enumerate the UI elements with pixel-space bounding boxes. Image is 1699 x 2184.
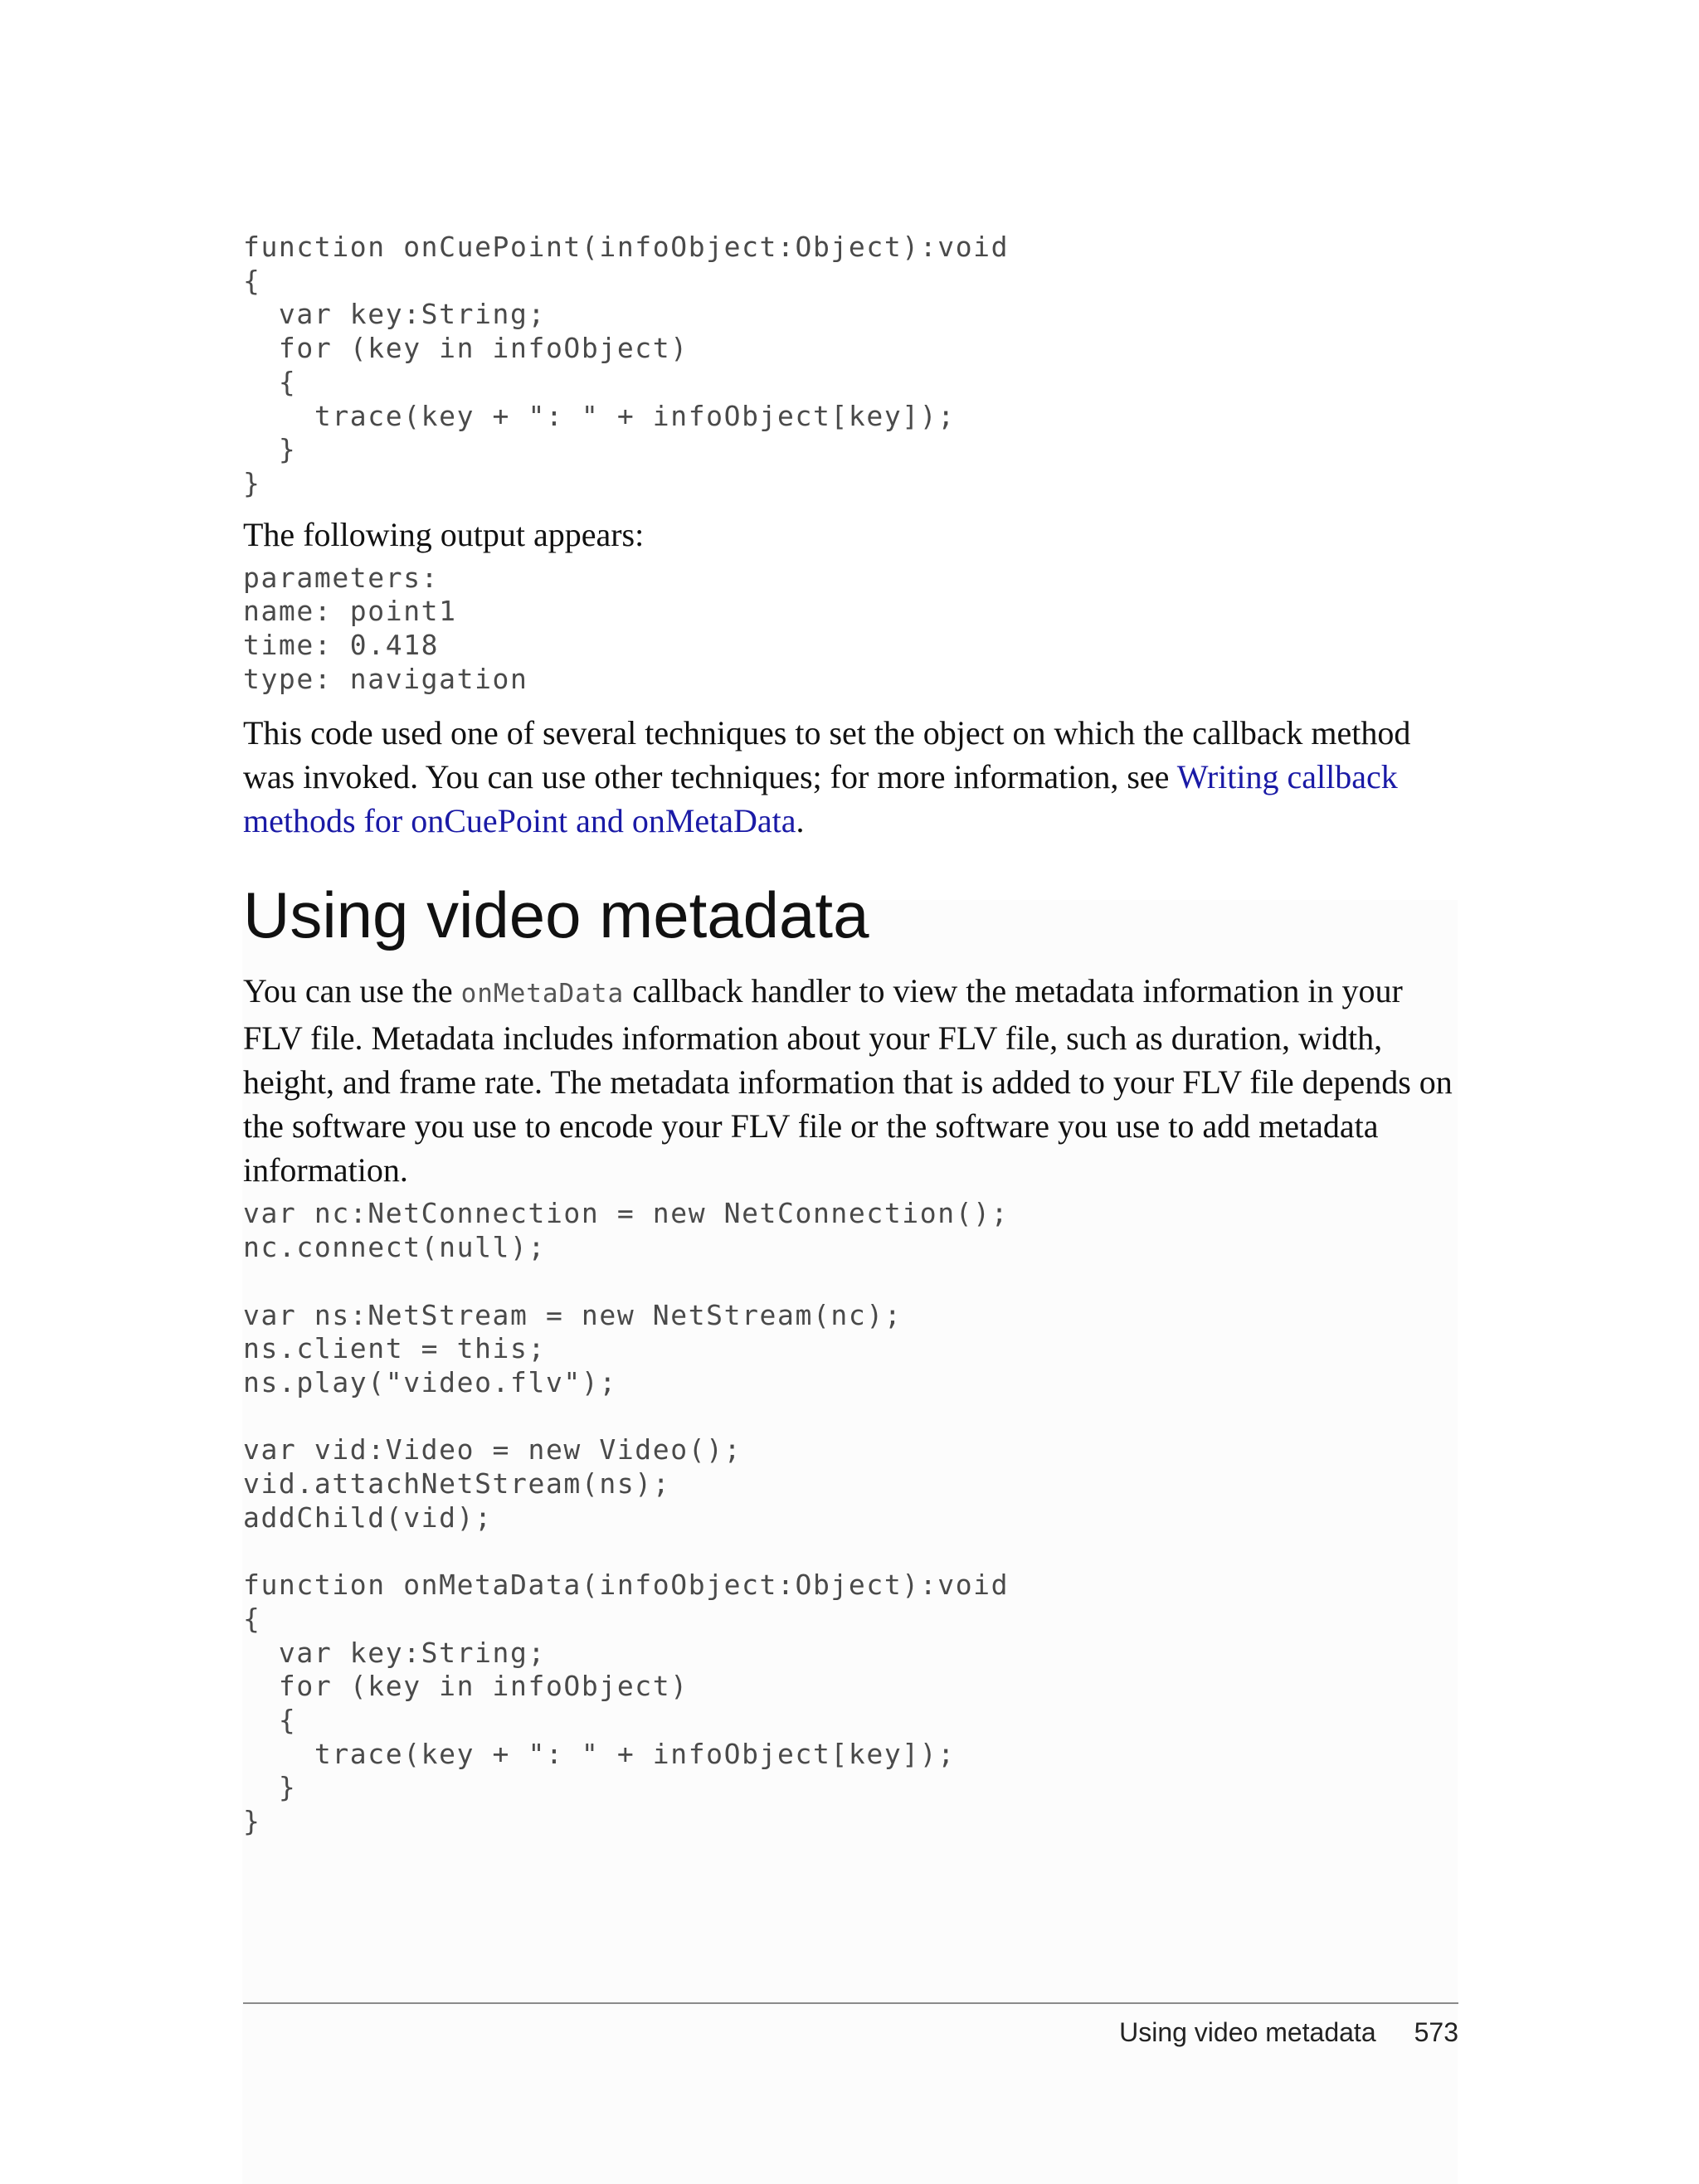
callback-methods-link[interactable]: Writing callback methods for onCuePoint and onMetaData	[243, 758, 1398, 840]
metadata-text-before: You can use the	[243, 972, 461, 1010]
code-line	[243, 1400, 1458, 1434]
code-line: var ns:NetStream = new NetStream(nc);	[243, 1298, 903, 1331]
metadata-text-after: callback handler to view the metadata information in your FLV file. Metadata includes information about your FLV file, such as duration, width, height, and frame rate. The metadata information that is added to your FLV file depends on the software you use to encode your FLV file or the software you use to add metadata information.	[243, 972, 1453, 1189]
techniques-paragraph	[243, 711, 1458, 843]
techniques-text-after: .	[796, 802, 805, 840]
code-line: ns.play("video.flv");	[243, 1365, 617, 1398]
metadata-paragraph	[243, 969, 1458, 1192]
code-line: {	[243, 365, 297, 398]
footer-divider	[243, 2002, 1458, 2004]
code-line: {	[243, 264, 261, 297]
footer-section-title: Using video metadata	[1119, 2017, 1376, 2047]
code-line: vid.attachNetStream(ns);	[243, 1467, 671, 1501]
code-line: var vid:Video = new Video();	[243, 1433, 742, 1467]
code-line: time: 0.418	[243, 629, 440, 662]
code-line: var key:String;	[243, 1636, 546, 1669]
code-line: for (key in infoObject)	[243, 332, 689, 365]
code-line	[243, 1535, 1458, 1569]
code-block-output	[243, 562, 1458, 697]
code-line: }	[243, 1805, 261, 1838]
code-line: {	[243, 1602, 261, 1635]
techniques-text-before: This code used one of several techniques to set the object on which the callback method was invoked. You can use other techniques; for more information, see	[243, 714, 1411, 796]
code-line: for (key in infoObject)	[243, 1670, 689, 1703]
code-line: var key:String;	[243, 298, 546, 331]
page-footer	[1119, 2017, 1458, 2048]
code-line: function onCuePoint(infoObject:Object):void	[243, 231, 1010, 263]
code-line: trace(key + ": " + infoObject[key]);	[243, 399, 956, 432]
code-line: function onMetaData(infoObject:Object):void	[243, 1569, 1010, 1602]
code-line	[243, 1265, 1458, 1299]
page-number: 573	[1414, 2017, 1458, 2047]
code-line: ns.client = this;	[243, 1332, 546, 1365]
code-line: nc.connect(null);	[243, 1231, 546, 1264]
code-block-metadata	[243, 1197, 1458, 1838]
code-line: name: point1	[243, 595, 457, 628]
code-line: type: navigation	[243, 662, 528, 695]
code-line: }	[243, 1771, 297, 1804]
code-line: }	[243, 466, 261, 499]
code-line: addChild(vid);	[243, 1501, 493, 1534]
code-line: {	[243, 1703, 297, 1736]
section-heading: Using video metadata	[243, 878, 869, 952]
code-line: trace(key + ": " + infoObject[key]);	[243, 1737, 956, 1770]
code-line: }	[243, 433, 297, 466]
code-block-oncuepoint	[243, 231, 1458, 501]
output-intro-paragraph: The following output appears:	[243, 515, 645, 553]
code-line: var nc:NetConnection = new NetConnection();	[243, 1197, 1010, 1230]
onmetadata-inline-code: onMetaData	[460, 979, 625, 1009]
code-line: parameters:	[243, 561, 440, 594]
page-content	[243, 231, 1458, 1839]
